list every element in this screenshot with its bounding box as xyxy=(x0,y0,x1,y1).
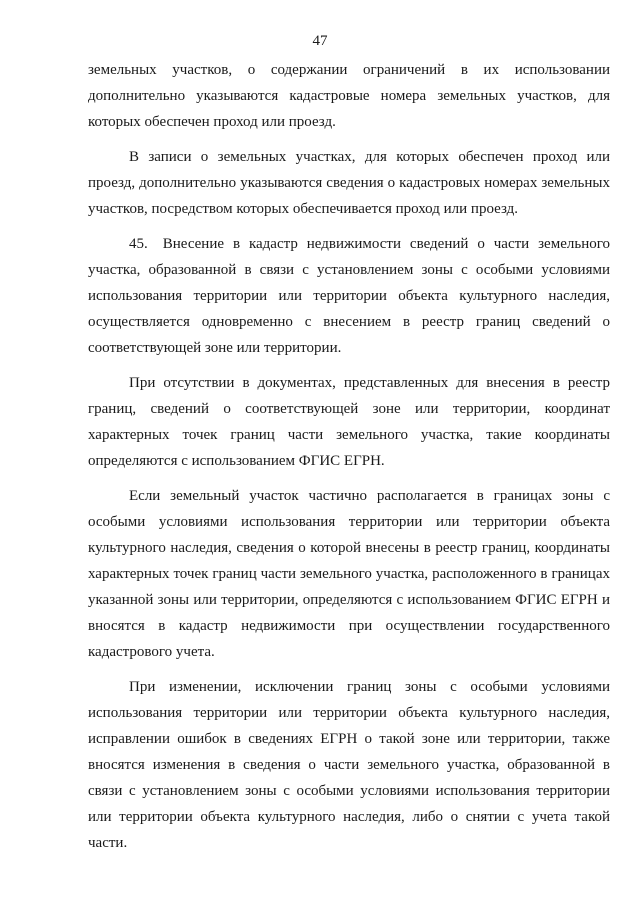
document-body xyxy=(88,57,610,865)
page-number: 47 xyxy=(312,33,328,49)
paragraph-partial-location: Если земельный участок частично располагается в границах зоны с особыми условиями использования территории или территории объекта культурного наследия, сведения о которой внесены в реестр границ, координаты характерных точек границ части земельного участка, расположенного в границах указанной зоны или территории, определяются с использованием ФГИС ЕГРН и вносятся в кадастр недвижимости при осуществлении государственного кадастрового учета. xyxy=(88,488,610,660)
paragraph-passage-records: В записи о земельных участках, для которых обеспечен проход или проезд, дополнительно указываются сведения о кадастровых номерах земельных участков, посредством которых обеспечивается проход или проезд. xyxy=(88,149,610,217)
paragraph-boundary-changes: При изменении, исключении границ зоны с особыми условиями использования территории или территории объекта культурного наследия, исправлении ошибок в сведениях ЕГРН о такой зоне или территории, также вносятся изменения в сведения о части земельного участка, образованной в связи с установлением зоны с особыми условиями использования территории или территории объекта культурного наследия, либо о снятии с учета такой части. xyxy=(88,679,610,851)
paragraph-item-45: 45. Внесение в кадастр недвижимости сведений о части земельного участка, образованной в связи с установлением зоны с особыми условиями использования территории или территории объекта культурного наследия, осуществляется одновременно с внесением в реестр границ сведений о соответствующей зоне или территории. xyxy=(88,236,610,356)
paragraph-continuation: земельных участков, о содержании ограничений в их использовании дополнительно указываются кадастровые номера земельных участков, для которых обеспечен проход или проезд. xyxy=(88,62,610,130)
paragraph-missing-coordinates: При отсутствии в документах, представленных для внесения в реестр границ, сведений о соответствующей зоне или территории, координат характерных точек границ части земельного участка, такие координаты определяются с использованием ФГИС ЕГРН. xyxy=(88,375,610,469)
